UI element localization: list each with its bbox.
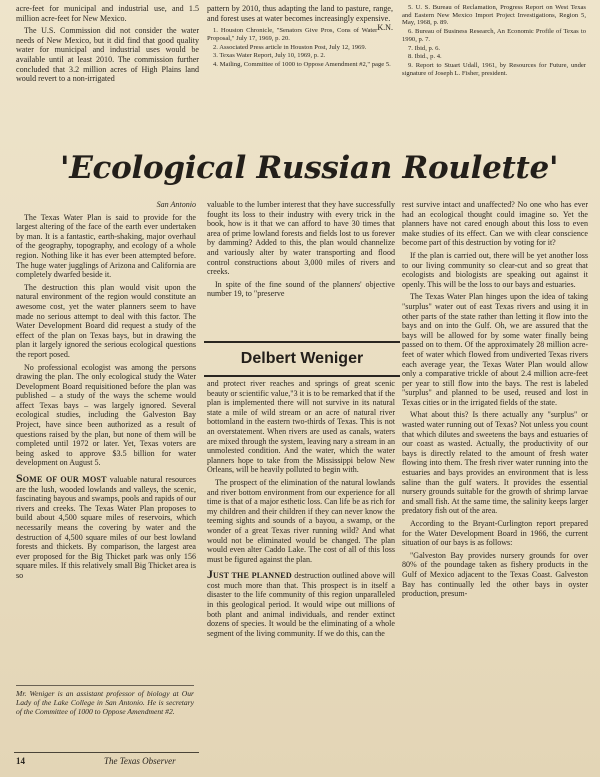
article-column-3 (402, 200, 588, 771)
author-initials: K.N. (377, 23, 393, 33)
col1-para-1: The Texas Water Plan is said to provide for the largest altering of the face of the earth ever undertaken by man. It is a fantastic, earth-shaking, major overhaul of the geography, topography, and ecology of a whole region. Nothing like it has ever been attempted before. The huge water jugglings of Arizona and California are completely dwarfed beside it. (16, 212, 196, 280)
col3-para-1: rest survive intact and unaffected? No one who has ever had an ecological thought could imagine so. Yet the planners have not cared enough about this loss to even make studies of its effect. Can we with clear conscience become part of this destruction by voting for it? (402, 200, 588, 248)
col1-dropcap: S (16, 471, 23, 486)
top-col1-para-2: The U.S. Commission did not consider the water needs of New Mexico, but it did find that good quality water for municipal and industrial uses would be available until at least 2010. The commission further concluded that 3.2 million acres of High Plains land would revert to a non-irrigated (16, 26, 199, 84)
footnote-8: 8. Ibid., p. 4. (408, 53, 442, 61)
col2-dropcap: J (207, 567, 213, 582)
top-column-2 (207, 4, 393, 132)
col2-para-3: and protect river reaches and springs of great scenic beauty or scientific value,"3 it is to be remarked that if the plan is implemented there will not survive in its natural state a mile of wild stream or an acre of natural river bottomland in the eastern two-thirds of Texas. This is not an overstatement. When rivers are used as canals, waters are mixed through the system, leaving nary a stream in an unmolested condition. And the water, which the water planners hope to take from the Mississippi below New Orleans, will be heavily polluted to begin with. (207, 379, 395, 475)
col3-para-4: What about this? Is there actually any "surplus" or wasted water running out of Texas? Not unless you count that which dilutes and sweetens the bays and estuaries of our coast as wasted. Actually, the productivity of our bays is directly related to the amount of fresh water flowing into them. The fresh river water running into the estuaries and bays provides an environment that is less saline than the gulf waters. It provides the essential nursery grounds suitable for the growth of shrimp larvae and small fish. At the same time, the salinity keeps larger predatory fish out of the area. (402, 410, 588, 516)
article-column-2-lower (207, 379, 395, 771)
col3-para-3: The Texas Water Plan hinges upon the idea of taking "surplus" water out of east Texas rivers and using it in other parts of the state rather than letting it flow into the bays and on into the Gulf. Oh, we are assured that the bays will be allowed for by some water finally being passed on to them. Of the approximately 28 million acre-feet of water which flowed from undiverted Texas rivers each average year, the Texas Water Plan would allow only a comparative trickle of about 2.4 million acre-feet per year to still flow into the bays. The rest is labeled "surplus" and planned to be used, reused and lost in Texas cities or in the irrigated fields of the state. (402, 292, 588, 407)
bio-divider (16, 685, 194, 686)
col1-lead-in: OME OF OUR MOST (22, 475, 107, 485)
col1-para-4 (16, 471, 196, 581)
col3-para-2: If the plan is carried out, there will be yet another loss to our living community so clear-cut and so great that ecologists and biologists are speaking out against it openly. This will be the loss to our bays and estuaries. (402, 250, 588, 289)
col1-para-4-text: valuable natural resources are the lush, wooded lowlands and valleys, the scenic, fascinating bayous and swamps, pools and rapids of our rivers and creeks. The Texas Water Plan proposes to build about 4,500 square miles of reservoirs, which necessarily means the covering by water and the destruction of 4,500 square miles of our best lowland forests and thickets. By comparison, the largest area ever proposed for the Big Thicket park was only 156 square miles. If this relatively small Big Thicket area is so (16, 475, 196, 580)
byline: Delbert Weniger (240, 350, 364, 367)
col2-para-5 (207, 567, 395, 638)
footnote-4: 4. Mailing, Committee of 1000 to Oppose Amendment #2," page 5. (213, 61, 391, 68)
top-column-1 (16, 4, 199, 132)
footnote-6: 6. Bureau of Business Research, An Economic Profile of Texas to 1990, p. 7. (402, 28, 586, 43)
footnote-9: 9. Report to Stuart Udall, 1961, by Resources for Future, under signature of Joseph L. Fisher, president. (402, 61, 586, 77)
top-col2-text: pattern by 2010, thus adapting the land to pasture, range, and forest uses at water becomes increasingly expensive. (207, 4, 393, 23)
footnote-3: 3. Texas Water Report, July 10, 1969, p. 2. (213, 52, 326, 60)
publication-name: The Texas Observer (104, 756, 176, 766)
col2-para-2: In spite of the fine sound of the planners' objective number 19, to "preserve (207, 279, 395, 299)
col2-lead-in: UST THE PLANNED (213, 571, 292, 581)
author-bio: Mr. Weniger is an assistant professor of biology at Our Lady of the Lake College in San Antonio. He is secretary of the Committee of 1000 to Oppose Amendment #2. (16, 689, 194, 717)
col3-para-5: According to the Bryant-Curlington report prepared for the Water Development Board in 1966, the current situation of our bays is as follows: (402, 519, 588, 548)
footnotes-5-9 (402, 4, 586, 132)
dateline: San Antonio (156, 200, 196, 209)
col1-para-2: The destruction this plan would visit upon the natural environment of the region would constitute an awesome cost, yet the water planners seem to have made no serious attempt to deal with this factor. The Water Development Board did request a study of the effect of the plan on Texas bays, but in drawing the plan it largely ignored the serious ecological questions the report posed. (16, 282, 196, 359)
footnote-7: 7. Ibid, p. 6. (408, 44, 441, 52)
top-col1-para-1: acre-feet for municipal and industrial use, and 1.5 million acre-feet for New Mexico. (16, 4, 199, 23)
footnote-1: 1. Houston Chronicle, "Senators Give Pros, Cons of Water Proposal," July 17, 1969, p. 20. (207, 27, 378, 42)
footer-rule (14, 752, 199, 753)
top-col2-para (207, 4, 393, 33)
footnote-5: 5. U. S. Bureau of Reclamation, Progress Report on West Texas and Eastern New Mexico Import Project Investigations, Region 5, May, 1968, p. 89. (402, 4, 586, 27)
article-headline: 'Ecological Russian Roulette' (60, 150, 559, 186)
col2-para-5-text: destruction outlined above will cost much more than that. This prospect is in itself a disaster to the life community of this region unparalleled in this geological period. It would wipe out millions of both plant and animal individuals, and render extinct dozens of species. It would be the eliminating of a whole segment of the living community. If we do this, can the (207, 571, 395, 638)
article-column-2-upper (207, 200, 395, 337)
page-footer (14, 754, 199, 768)
footnote-2: 2. Associated Press article in Houston Post, July 12, 1969. (213, 43, 367, 51)
byline-box (204, 341, 400, 377)
col2-para-4: The prospect of the elimination of the natural lowlands and river bottom environment from our experience for all time is that of a major esthetic loss. Can life be as rich for my children and their children if they can never know the teeming sights and sounds of a bayou, a swamp, or the wonder of a great Texas river running wild? And what would not be eliminated would be changed. The plan would even alter Caddo Lake. The cost of all of this loss must be figured against the plan. (207, 477, 395, 564)
col1-para-3: No professional ecologist was among the persons drawing the plan. The only ecological study the Water Development Board requisitioned before the plan was published – a study of the ways the scheme would affect Texas bays – was largely ignored. Several ecological studies, including the Galveston Bay Project, have since been authorized as a result of questions raised by the plan, but none of them will be completed until 1972 or later. Yet, Texas voters are being asked to approve $3.5 billion for water development on August 5. (16, 362, 196, 468)
article-column-1 (16, 200, 196, 684)
col3-para-6: "Galveston Bay provides nursery grounds for over 80% of the poundage taken as fishery products in the Gulf of Mexico adjacent to the Texas Coast. Galveston Bay has continually led the other bays in oyster production, presum- (402, 550, 588, 599)
col2-para-1: valuable to the lumber interest that they have successfully fought its loss to their industry with every trick in the book, how is it that we can afford to have 30 times that area of prime lowland forests and fields lost to us forever by damming? Added to this, the plan would channelize and variously alter by water transporting and flood control constructions about 3,000 miles of rivers and creeks. (207, 200, 395, 277)
page-number: 14 (16, 756, 25, 766)
footnotes-1-4 (207, 27, 393, 69)
